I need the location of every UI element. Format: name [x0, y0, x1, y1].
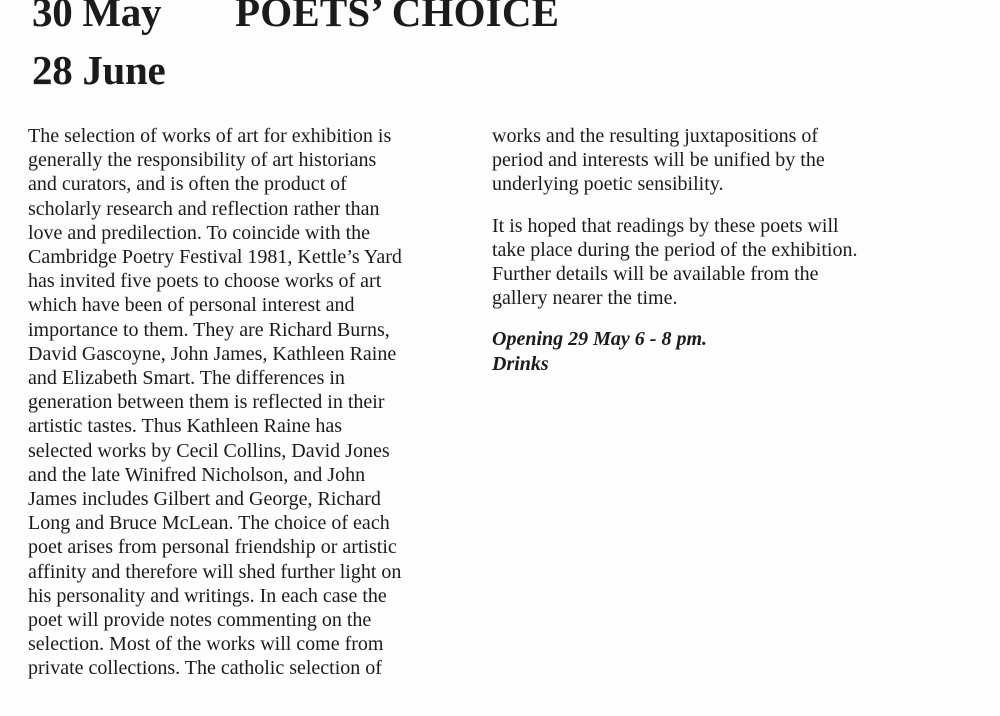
paragraph-gap: [492, 197, 952, 214]
date-end: 28 June: [32, 47, 166, 93]
text-line: poet arises from personal friendship or artistic: [28, 536, 397, 559]
text-line: has invited five poets to choose works of art: [28, 270, 382, 293]
text-line: James includes Gilbert and George, Richard: [28, 488, 381, 511]
body-column-right: [492, 124, 952, 376]
text-line: works and the resulting juxtapositions of: [492, 125, 819, 147]
text-line: gallery nearer the time.: [492, 287, 678, 310]
text-line: importance to them. They are Richard Burns,: [28, 318, 390, 341]
text-line: and curators, and is often the product of: [28, 173, 347, 196]
date-start: 30 May: [32, 0, 162, 35]
text-line: Long and Bruce McLean. The choice of each: [28, 512, 390, 535]
text-line: poet will provide notes commenting on the: [28, 609, 372, 632]
text-line: take place during the period of the exhibition.: [492, 238, 858, 261]
text-line: affinity and therefore will shed further light on: [28, 560, 402, 583]
text-line: love and predilection. To coincide with the: [28, 221, 371, 244]
text-line: underlying poetic sensibility.: [492, 173, 724, 196]
text-line: Further details will be available from the: [492, 263, 819, 286]
text-line: The selection of works of art for exhibition is: [28, 125, 392, 147]
text-line: Cambridge Poetry Festival 1981, Kettle’s Yard: [28, 246, 402, 269]
text-line: and Elizabeth Smart. The differences in: [28, 367, 345, 390]
opening-info: [492, 327, 952, 375]
text-line: David Gascoyne, John James, Kathleen Raine: [28, 342, 397, 365]
text-line: selection. Most of the works will come from: [28, 633, 384, 656]
text-line: generally the responsibility of art historians: [28, 149, 377, 172]
text-line: period and interests will be unified by the: [492, 149, 825, 172]
page-title: POETS’ CHOICE: [235, 0, 560, 35]
text-line: generation between them is reflected in their: [28, 391, 385, 414]
text-line: his personality and writings. In each case the: [28, 584, 387, 607]
paragraph-readings: [492, 214, 952, 311]
body-column-left: [28, 124, 468, 681]
paragraph-continuation: [492, 124, 952, 197]
text-line: It is hoped that readings by these poets will: [492, 214, 839, 237]
text-line: private collections. The catholic selection of: [28, 657, 382, 680]
opening-drinks: Drinks: [492, 352, 549, 375]
text-line: and the late Winifred Nicholson, and John: [28, 463, 366, 486]
text-line: which have been of personal interest and: [28, 294, 355, 317]
opening-time: Opening 29 May 6 - 8 pm.: [492, 328, 707, 351]
text-line: artistic tastes. Thus Kathleen Raine has: [28, 415, 342, 438]
text-line: scholarly research and reflection rather than: [28, 197, 380, 220]
text-line: selected works by Cecil Collins, David Jones: [28, 439, 390, 462]
